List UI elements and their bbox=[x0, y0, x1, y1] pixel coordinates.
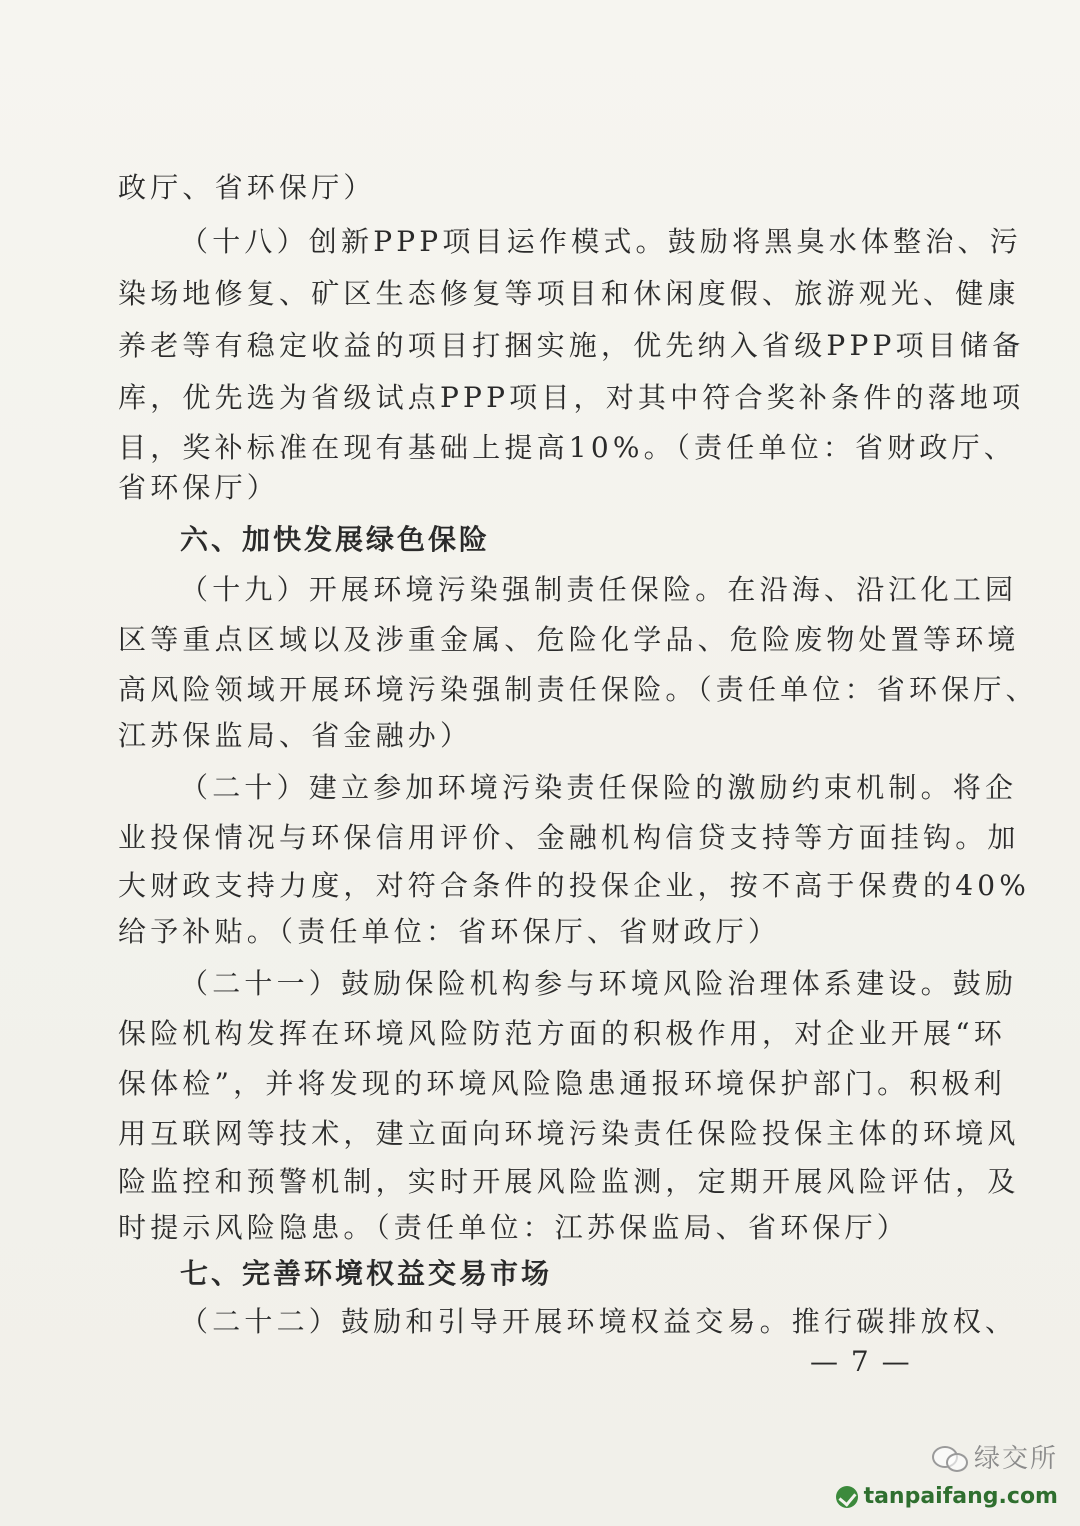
text-line: 时提示风险隐患。（责任单位：江苏保监局、省环保厅） bbox=[118, 1211, 910, 1244]
text-line: 养老等有稳定收益的项目打捆实施，优先纳入省级PPP项目储备 bbox=[118, 329, 1025, 362]
text-line: 目，奖补标准在现有基础上提高10%。（责任单位：省财政厅、 bbox=[118, 431, 1017, 464]
text-line: （十八）创新PPP项目运作模式。鼓励将黑臭水体整治、污 bbox=[180, 225, 1022, 258]
section-heading: 六、加快发展绿色保险 bbox=[180, 523, 491, 556]
page-number: — 7 — bbox=[810, 1345, 912, 1378]
watermark bbox=[932, 1438, 1058, 1475]
section-heading: 七、完善环境权益交易市场 bbox=[180, 1257, 553, 1290]
site-watermark bbox=[836, 1484, 1058, 1509]
text-line: 保体检”，并将发现的环境风险隐患通报环境保护部门。积极利 bbox=[118, 1067, 1006, 1100]
text-line: 区等重点区域以及涉重金属、危险化学品、危险废物处置等环境 bbox=[118, 623, 1020, 656]
text-line: 险监控和预警机制，实时开展风险监测，定期开展风险评估，及 bbox=[118, 1165, 1020, 1198]
text-line: 省环保厅） bbox=[118, 471, 280, 504]
text-line: 染场地修复、矿区生态修复等项目和休闲度假、旅游观光、健康 bbox=[118, 277, 1020, 310]
text-line: （十九）开展环境污染强制责任保险。在沿海、沿江化工园 bbox=[180, 573, 1018, 606]
text-line: 保险机构发挥在环境风险防范方面的积极作用，对企业开展“环 bbox=[118, 1017, 1006, 1050]
text-line: 高风险领域开展环境污染强制责任保险。（责任单位：省环保厅、 bbox=[118, 673, 1038, 706]
text-line: （二十一）鼓励保险机构参与环境风险治理体系建设。鼓励 bbox=[180, 967, 1018, 1000]
text-line: （二十二）鼓励和引导开展环境权益交易。推行碳排放权、 bbox=[180, 1305, 1018, 1338]
text-line: 业投保情况与环保信用评价、金融机构信贷支持等方面挂钩。加 bbox=[118, 821, 1020, 854]
leaf-logo-icon bbox=[836, 1486, 858, 1508]
text-line: 政厅、省环保厅） bbox=[118, 171, 376, 204]
watermark-account-name: 绿交所 bbox=[973, 1444, 1058, 1474]
site-url: tanpaifang.com bbox=[863, 1484, 1058, 1509]
text-line: 江苏保监局、省金融办） bbox=[118, 719, 473, 752]
text-line: 大财政支持力度，对符合条件的投保企业，按不高于保费的40% bbox=[118, 869, 1031, 902]
text-line: 给予补贴。（责任单位：省环保厅、省财政厅） bbox=[118, 915, 781, 948]
text-line: 库，优先选为省级试点PPP项目，对其中符合奖补条件的落地项 bbox=[118, 381, 1025, 414]
text-line: 用互联网等技术，建立面向环境污染责任保险投保主体的环境风 bbox=[118, 1117, 1020, 1150]
wechat-icon bbox=[932, 1444, 966, 1470]
text-line: （二十）建立参加环境污染责任保险的激励约束机制。将企 bbox=[180, 771, 1018, 804]
